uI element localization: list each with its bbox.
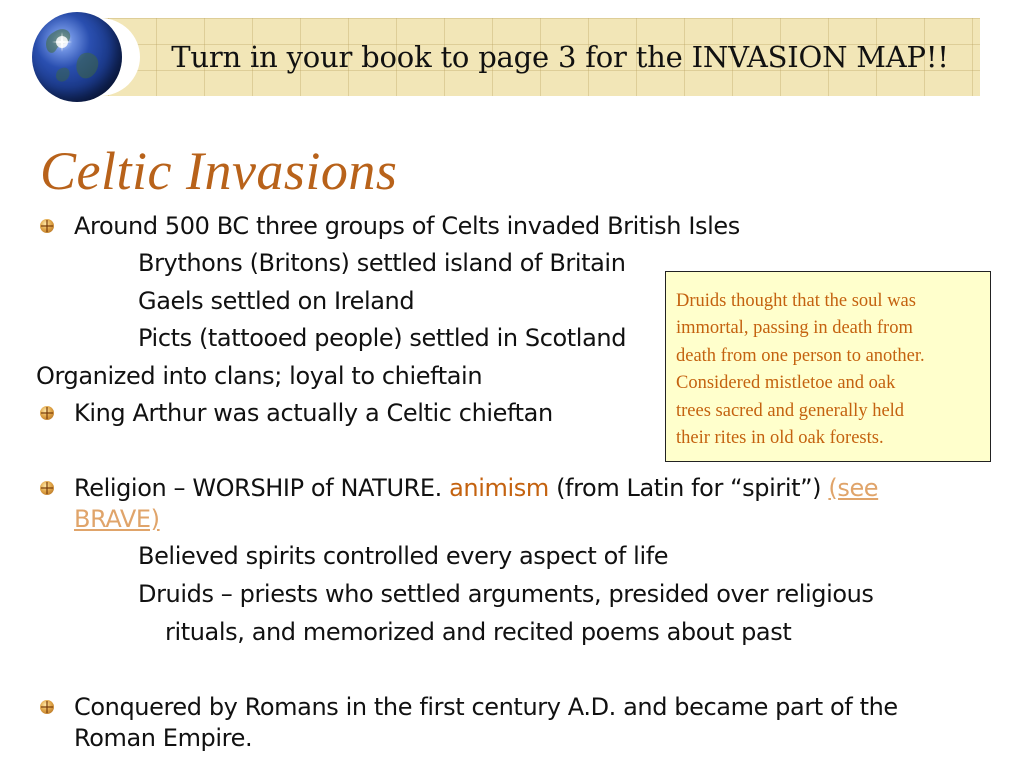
druids-note-box <box>665 271 991 462</box>
sub-bullet-text: Druids – priests who settled arguments, presided over religious <box>138 580 874 608</box>
see-brave-link-cont[interactable]: BRAVE) <box>74 505 160 533</box>
latin-note: (from Latin for “spirit”) <box>556 474 822 502</box>
sub-bullet-text: Believed spirits controlled every aspect of life <box>138 542 669 570</box>
bullet-icon <box>40 481 54 495</box>
globe-icon <box>32 12 122 102</box>
banner-title: Turn in your book to page 3 for the INVASION MAP!! <box>171 40 949 74</box>
sub-bullet-text: rituals, and memorized and recited poems about past <box>165 618 792 646</box>
bullet-text-cont <box>74 504 160 534</box>
religion-text: Religion – WORSHIP of NATURE. <box>74 474 442 502</box>
note-line: their rites in old oak forests. <box>676 428 884 449</box>
note-line: death from one person to another. <box>676 345 925 366</box>
see-brave-link[interactable]: (see <box>828 474 879 502</box>
bullet-icon <box>40 219 54 233</box>
note-line: trees sacred and generally held <box>676 400 905 421</box>
bullet-text: Conquered by Romans in the first century A.D. and became part of the <box>74 693 898 721</box>
note-line: Considered mistletoe and oak <box>676 373 896 394</box>
animism-term: animism <box>449 474 549 502</box>
bullet-text-cont: Roman Empire. <box>74 724 253 752</box>
sub-bullet-text: Brythons (Britons) settled island of Britain <box>138 249 626 277</box>
bullet-text <box>74 473 878 503</box>
sub-bullet-text: Gaels settled on Ireland <box>138 287 415 315</box>
plain-text: Organized into clans; loyal to chieftain <box>36 362 483 390</box>
note-line: Druids thought that the soul was <box>676 291 916 311</box>
bullet-icon <box>40 406 54 420</box>
sub-bullet-text: Picts (tattooed people) settled in Scotland <box>138 324 627 352</box>
slide-title: Celtic Invasions <box>40 141 398 201</box>
bullet-text: Around 500 BC three groups of Celts invaded British Isles <box>74 212 740 240</box>
note-line: immortal, passing in death from <box>676 318 913 339</box>
bullet-text: King Arthur was actually a Celtic chieftan <box>74 399 553 427</box>
bullet-icon <box>40 700 54 714</box>
